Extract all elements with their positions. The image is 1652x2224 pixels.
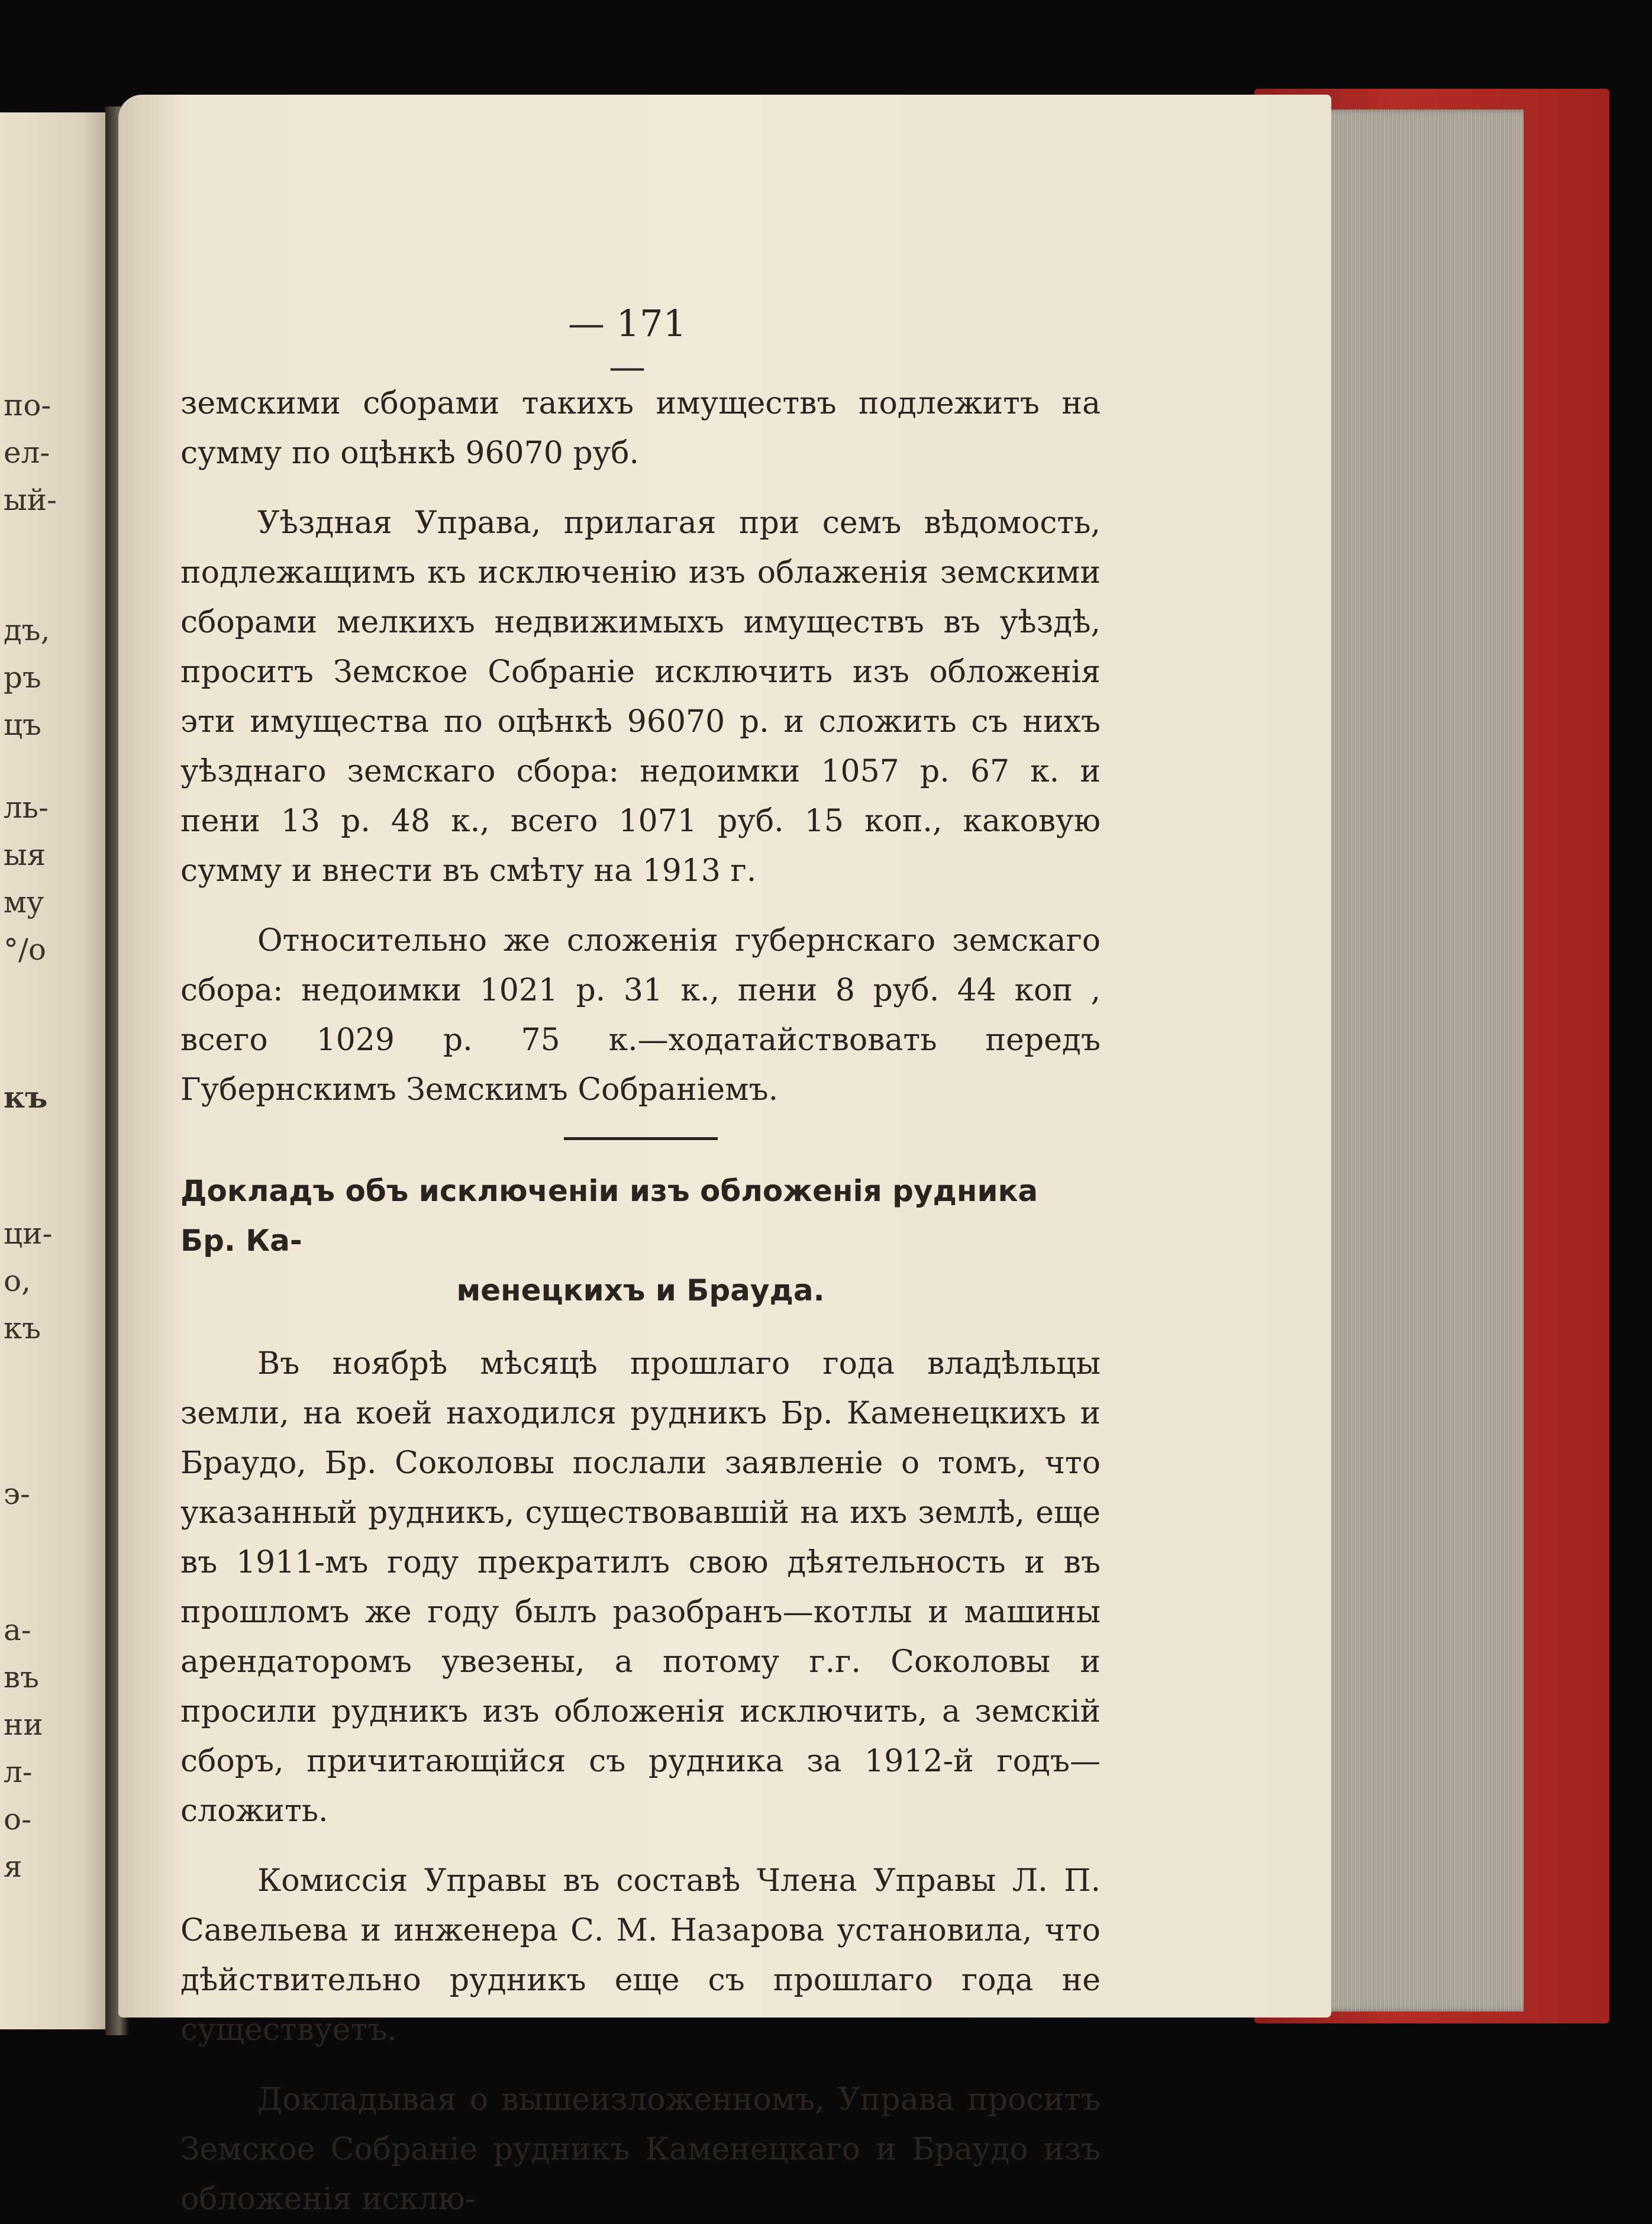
left-fragment: о- bbox=[4, 1802, 31, 1836]
page-text bbox=[180, 379, 1101, 2224]
paragraph: Комиссія Управы въ составѣ Члена Управы Л. П. Савельева и инженера С. М. Назарова установила, что дѣйствительно рудникъ еще съ прошлаго года не существуетъ. bbox=[180, 1863, 1101, 2048]
paragraph: Докладывая о вышеизложенномъ, Управа проситъ Земское Собраніе рудникъ Каменецкаго и Браудо изъ обложенія исклю- bbox=[180, 2082, 1101, 2217]
section-heading bbox=[180, 1166, 1101, 1315]
left-fragment: по- bbox=[4, 388, 51, 422]
left-fragment: ыя bbox=[4, 838, 46, 872]
page-number: — 171 — bbox=[567, 302, 687, 388]
left-fragment: о, bbox=[4, 1264, 31, 1298]
paragraph: Въ ноябрѣ мѣсяцѣ прошлаго года владѣльцы земли, на коей находился рудникъ Бр. Каменецкихъ и Браудо, Бр. Соколовы послали заявленіе о томъ, что указанный рудникъ, существовавшій на ихъ землѣ, еще въ 1911-мъ году прекратилъ свою дѣятельность и въ прошломъ же году былъ разобранъ—котлы и машины арендаторомъ увезены, а потому г.г. Соколовы и просили рудникъ изъ обложенія исключить, а земскій сборъ, причитающійся съ рудника за 1912-й годъ—сложить. bbox=[180, 1346, 1101, 1829]
left-fragment: ни bbox=[4, 1707, 43, 1742]
left-fragment: ци- bbox=[4, 1216, 53, 1251]
paragraph: Относительно же сложенія губернскаго земскаго сбора: недоимки 1021 р. 31 к., пени 8 руб. 44 коп , всего 1029 р. 75 к.—ходатайствовать передъ Губернскимъ Земскимъ Собраніемъ. bbox=[180, 923, 1101, 1108]
left-fragment: л- bbox=[4, 1755, 33, 1789]
heading-line: Докладъ объ исключеніи изъ обложенія рудника Бр. Ка- bbox=[180, 1174, 1038, 1258]
left-fragment: а- bbox=[4, 1613, 31, 1647]
left-fragment: въ bbox=[4, 1660, 39, 1694]
left-fragment: ел- bbox=[4, 435, 50, 470]
left-page bbox=[0, 112, 109, 2029]
left-fragment: °/о bbox=[4, 932, 46, 967]
paragraph: земскими сборами такихъ имуществъ подлежитъ на сумму по оцѣнкѣ 96070 руб. bbox=[180, 386, 1101, 471]
left-fragment: дъ, bbox=[4, 613, 50, 647]
section-divider bbox=[564, 1137, 718, 1140]
left-fragment: къ bbox=[4, 1080, 48, 1115]
left-fragment: цъ bbox=[4, 708, 41, 742]
heading-line: менецкихъ и Брауда. bbox=[456, 1273, 825, 1308]
left-fragment: ль- bbox=[4, 790, 49, 825]
left-fragment: ръ bbox=[4, 660, 41, 695]
left-fragment: ый- bbox=[4, 483, 57, 517]
page-edges bbox=[1319, 109, 1524, 2012]
left-fragment: я bbox=[4, 1849, 22, 1884]
paragraph: Уѣздная Управа, прилагая при семъ вѣдомость, подлежащимъ къ исключенію изъ облаженія земскими сборами мелкихъ недвижимыхъ имуществъ въ уѣздѣ, проситъ Земское Собраніе исключить изъ обложенія эти имущества по оцѣнкѣ 96070 р. и сложить съ нихъ уѣзднаго земскаго сбора: недоимки 1057 р. 67 к. и пени 13 р. 48 к., всего 1071 руб. 15 коп., каковую сумму и внести въ смѣту на 1913 г. bbox=[180, 505, 1101, 889]
left-fragment: му bbox=[4, 885, 44, 919]
left-fragment: къ bbox=[4, 1311, 41, 1345]
left-fragment: э- bbox=[4, 1477, 30, 1511]
